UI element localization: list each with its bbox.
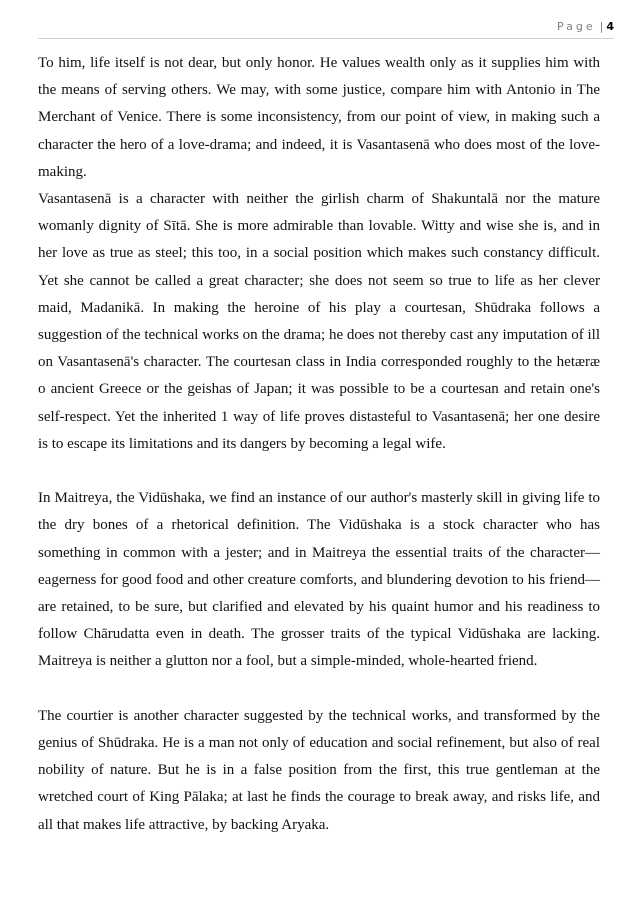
paragraph-4: The courtier is another character suggested by the technical works, and transformed by the genius of Shūdraka. He is a man not only of education and social refinement, but also of real nobility of nature. But he is in a false position from the first, this true gentleman at the wretched court of King Pālaka; at last he finds the courage to break away, and risks life, and all that makes life attractive, by backing Aryaka. <box>38 707 600 833</box>
page-number: 4 <box>606 20 614 33</box>
paragraph-3: In Maitreya, the Vidūshaka, we find an instance of our author's masterly skill in giving life to the dry bones of a rhetorical definition. The Vidūshaka is a stock character who has something in common with a jester; and in Maitreya the essential traits of the character—eagerness for good food and other creature comforts, and blundering devotion to his friend—are retained, to be sure, but clarified and elevated by his quaint humor and his readiness to follow Chārudatta even in death. The grosser traits of the typical Vidūshaka are lacking. Maitreya is neither a glutton nor a fool, but a simple-minded, whole-hearted friend. <box>38 490 600 670</box>
page-label: Page <box>556 20 596 33</box>
header-rule <box>38 38 614 39</box>
body-text <box>38 50 600 839</box>
page-header <box>557 20 614 33</box>
page-separator: | <box>599 20 604 33</box>
paragraph-2: Vasantasenā is a character with neither the girlish charm of Shakuntalā nor the mature womanly dignity of Sītā. She is more admirable than lovable. Witty and wise she is, and in her love as true as steel; this too, in a social position which makes such constancy difficult. Yet she cannot be called a great character; she does not seem so true to life as her clever maid, Madanikā. In making the heroine of his play a courtesan, Shūdraka follows a suggestion of the technical works on the drama; he does not thereby cast any imputation of ill on Vasantasenā's character. The courtesan class in India corresponded roughly to the hetæræ o ancient Greece or the geishas of Japan; it was possible to be a courtesan and retain one's self-respect. Yet the inherited 1 way of life proves distasteful to Vasantasenā; her one desire is to escape its limitations and its dangers by becoming a legal wife. <box>38 191 600 452</box>
paragraph-1: To him, life itself is not dear, but only honor. He values wealth only as it supplies him with the means of serving others. We may, with some justice, compare him with Antonio in The Merchant of Venice. There is some inconsistency, from our point of view, in making such a character the hero of a love-drama; and indeed, it is Vasantasenā who does most of the love-making. <box>38 55 600 180</box>
